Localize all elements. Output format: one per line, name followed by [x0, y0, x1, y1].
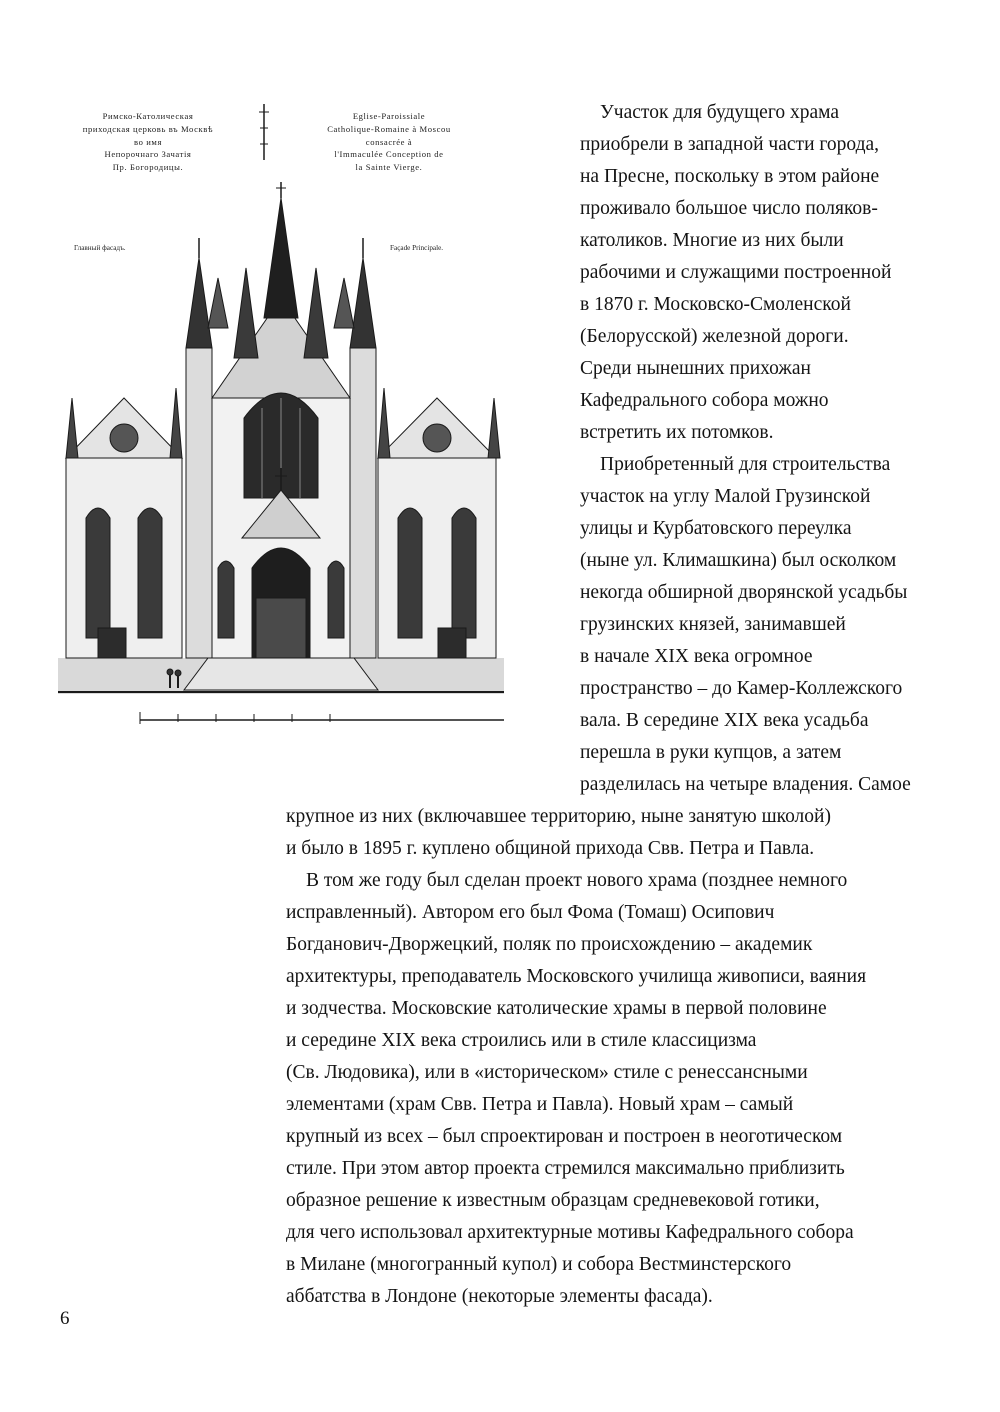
page-number: 6	[60, 1308, 70, 1329]
caption-line: приходская церковь въ Москвѣ	[82, 123, 214, 134]
caption-line: Непорочнаго Зачатія	[104, 149, 192, 160]
facade-label-french: Façade Principale.	[390, 244, 444, 252]
text-line: (Белорусской) железной дороги.	[580, 326, 849, 347]
caption-line: Пр. Богородицы.	[112, 162, 184, 173]
text-line: пространство – до Камер-Коллежского	[580, 678, 903, 699]
text-line: В том же году был сделан проект нового храма (позднее немного	[306, 870, 848, 891]
caption-line: l'Immaculée Conception de	[334, 149, 444, 160]
caption-line: во имя	[133, 136, 163, 147]
text-line: и зодчества. Московские католические храмы в первой половине	[286, 998, 827, 1019]
text-line: в Милане (многогранный купол) и собора Вестминстерского	[286, 1254, 792, 1275]
text-line: разделилась на четыре владения. Самое	[580, 774, 911, 795]
text-line: грузинских князей, занимавшей	[580, 614, 846, 635]
text-line: Богданович-Дворжецкий, поляк по происхождению – академик	[286, 934, 813, 955]
text-line: участок на углу Малой Грузинской	[580, 486, 871, 507]
text-line: Среди нынешних прихожан	[580, 358, 811, 379]
caption-line: Catholique-Romaine à Moscou	[327, 123, 451, 134]
text-line: проживало большое число поляков-	[580, 198, 878, 219]
text-line: (Св. Людовика), или в «историческом» стиле с ренессансными	[286, 1062, 808, 1083]
text-line: стиле. При этом автор проекта стремился максимально приблизить	[286, 1158, 845, 1179]
cathedral-facade-drawing	[58, 98, 504, 726]
text-line: Участок для будущего храма	[600, 102, 839, 123]
facade-label-russian: Главный фасадъ.	[74, 244, 126, 252]
text-line: улицы и Курбатовского переулка	[580, 518, 852, 539]
text-line: вала. В середине XIX века усадьба	[580, 710, 869, 731]
text-line: архитектуры, преподаватель Московского училища живописи, ваяния	[286, 966, 867, 987]
text-line: (ныне ул. Климашкина) был осколком	[580, 550, 897, 571]
text-line: Приобретенный для строительства	[600, 454, 891, 475]
caption-line: la Sainte Vierge.	[355, 162, 423, 173]
text-line: Кафедрального собора можно	[580, 390, 829, 411]
text-line: перешла в руки купцов, а затем	[580, 742, 842, 763]
caption-line: Eglise-Paroissiale	[352, 111, 426, 121]
caption-line: consacrée à	[365, 136, 413, 147]
caption-french	[284, 110, 494, 174]
caption-line: Римско-Католическая	[102, 111, 194, 121]
text-line: крупное из них (включавшее территорию, ныне занятую школой)	[286, 806, 831, 827]
text-line: образное решение к известным образцам средневековой готики,	[286, 1190, 820, 1211]
text-line: католиков. Многие из них были	[580, 230, 844, 251]
text-line: некогда обширной дворянской усадьбы	[580, 582, 908, 603]
text-line: в начале XIX века огромное	[580, 646, 813, 667]
text-line: в 1870 г. Московско-Смоленской	[580, 294, 851, 315]
text-line: крупный из всех – был спроектирован и построен в неоготическом	[286, 1126, 843, 1147]
text-line: на Пресне, поскольку в этом районе	[580, 166, 880, 187]
text-line: аббатства в Лондоне (некоторые элементы фасада).	[286, 1286, 713, 1307]
text-line: исправленный). Автором его был Фома (Томаш) Осипович	[286, 902, 775, 923]
text-line: и было в 1895 г. куплено общиной прихода Свв. Петра и Павла.	[286, 838, 815, 859]
text-line: приобрели в западной части города,	[580, 134, 880, 155]
cathedral-facade-figure	[58, 98, 504, 726]
text-line: для чего использовал архитектурные мотивы Кафедрального собора	[286, 1222, 854, 1243]
text-line: рабочими и служащими построенной	[580, 262, 892, 283]
text-line: элементами (храм Свв. Петра и Павла). Новый храм – самый	[286, 1094, 794, 1115]
text-line: встретить их потомков.	[580, 422, 774, 443]
caption-russian	[58, 110, 238, 174]
text-line: и середине XIX века строились или в стиле классицизма	[286, 1030, 757, 1051]
